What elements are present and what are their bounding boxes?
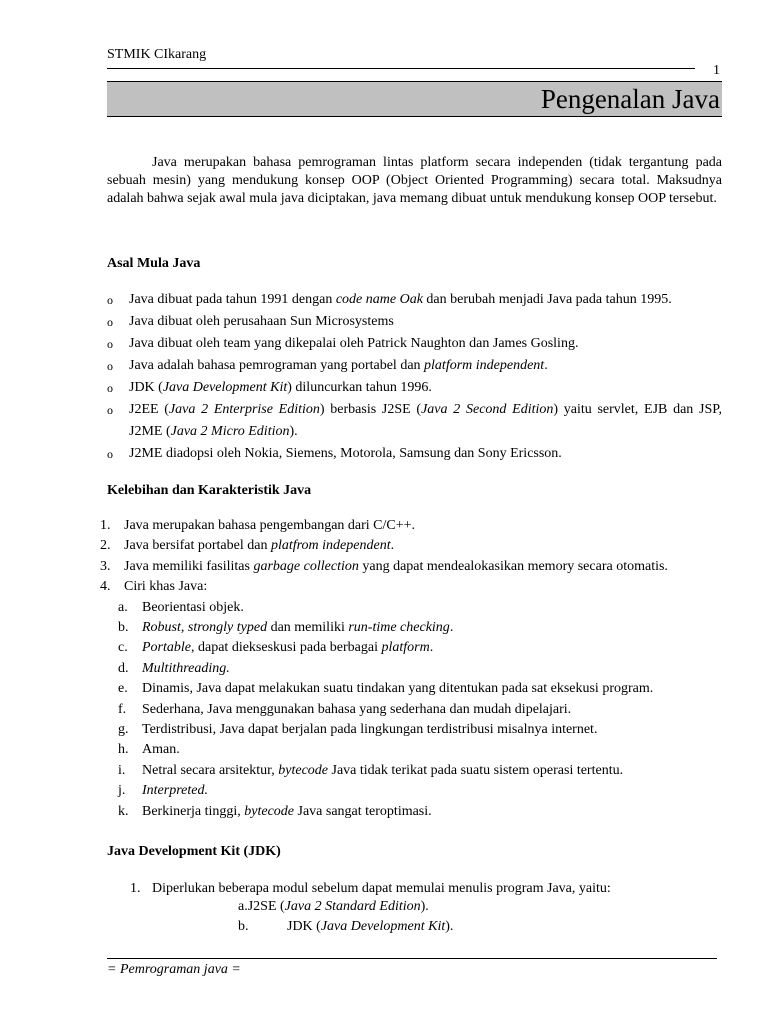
list-item (100, 557, 722, 577)
italic-text: Java Development Kit (162, 380, 288, 395)
italic-text: Multithreading. (142, 660, 230, 676)
jdk-list (130, 879, 611, 899)
list-item-text (142, 700, 571, 720)
list-item (107, 355, 722, 377)
text-run: Dinamis, Java dapat melakukan suatu tindakan yang ditentukan pada sat eksekusi program. (142, 681, 654, 697)
footer-rule (107, 958, 717, 959)
italic-text: code name Oak (335, 292, 423, 307)
italic-text: Java 2 Enterprise Edition (168, 402, 320, 417)
sub-list-item (100, 659, 722, 679)
origin-bullet-list (107, 289, 722, 465)
list-item-text (129, 377, 722, 399)
list-item-text (129, 443, 722, 465)
sub-list-item (100, 598, 722, 618)
italic-text: bytecode (244, 803, 295, 819)
text-run: J2ME diadopsi oleh Nokia, Siemens, Motorola, Samsung dan Sony Ericsson. (129, 446, 562, 461)
list-item-text (124, 536, 394, 556)
list-marker: 3. (100, 558, 111, 574)
text-run: Java dibuat pada tahun 1991 dengan (129, 292, 336, 307)
text-run: ). (289, 424, 298, 439)
page-number: 1 (713, 63, 720, 78)
list-marker: 4. (100, 579, 111, 595)
list-item-text (142, 761, 623, 781)
text-run: Aman. (142, 742, 180, 758)
italic-text: Java 2 Standard Edition (284, 899, 421, 914)
text-run: Ciri khas Java: (124, 579, 208, 595)
features-numbered-list (100, 516, 722, 822)
list-item-text (142, 638, 433, 658)
list-marker: j. (118, 783, 126, 799)
text-run: JDK ( (129, 380, 163, 395)
text-run: . (544, 358, 548, 373)
text-run: dan berubah menjadi Java pada tahun 1995. (422, 292, 672, 307)
text-run: Java sangat teroptimasi. (294, 803, 432, 819)
text-run: . (390, 538, 395, 554)
list-item (100, 516, 722, 536)
list-item-text (142, 618, 453, 638)
list-marker: e. (118, 681, 128, 697)
list-marker: k. (118, 803, 129, 819)
jdk-sub-item-b (287, 919, 453, 935)
sub-list-item (100, 740, 722, 760)
italic-text: Java 2 Micro Edition (170, 424, 290, 439)
list-item-text (142, 802, 432, 822)
italic-text: bytecode (278, 762, 329, 778)
text-run: Java bersifat portabel dan (124, 538, 271, 554)
list-marker: g. (118, 722, 129, 738)
text-run: , dapat diekseskusi pada berbagai (191, 640, 382, 656)
list-item-text (142, 740, 180, 760)
list-item-text (124, 557, 668, 577)
footer-text: = Pemrograman java = (107, 962, 241, 977)
list-item-text (129, 355, 722, 377)
list-item-text (129, 399, 722, 443)
italic-text: Portable (142, 640, 191, 656)
list-item (107, 289, 722, 311)
list-item (107, 333, 722, 355)
text-run: . (449, 620, 454, 636)
text-run: ). (420, 899, 429, 914)
header-school-name: STMIK CIkarang (107, 47, 207, 62)
text-run: Sederhana, Java menggunakan bahasa yang sederhana dan mudah dipelajari. (142, 701, 572, 717)
list-item-text (142, 659, 230, 679)
list-item (107, 443, 722, 465)
list-item-text (124, 516, 415, 536)
list-marker: 2. (100, 538, 111, 554)
sub-list-item (100, 679, 722, 699)
list-marker: b. (118, 620, 129, 636)
text-run: Beorientasi objek. (142, 599, 244, 615)
text-run: J2EE ( (129, 402, 169, 417)
jdk-sub-item-b-marker: b. (238, 919, 249, 934)
text-run: ). (445, 919, 454, 934)
italic-text: run-time checking (348, 620, 450, 636)
jdk-sub-item-a (238, 899, 429, 915)
italic-text: Robust, strongly typed (142, 620, 268, 636)
list-marker: f. (118, 701, 127, 717)
text-run: Netral secara arsitektur, (142, 762, 279, 778)
bullet-marker: o (107, 337, 113, 351)
text-run: Berkinerja tinggi, (142, 803, 245, 819)
text-run: . (429, 640, 434, 656)
header-rule (107, 68, 695, 69)
list-item-text (124, 577, 207, 597)
text-run: ) diluncurkan tahun 1996. (287, 380, 432, 395)
sub-list-item (100, 700, 722, 720)
list-marker: h. (118, 742, 129, 758)
list-item (107, 377, 722, 399)
list-item-text (129, 333, 722, 355)
sub-list-item (100, 761, 722, 781)
list-item (107, 399, 722, 443)
text-run: Java memiliki fasilitas (124, 558, 254, 574)
jdk-list-item (130, 879, 611, 899)
heading-jdk: Java Development Kit (JDK) (107, 844, 281, 859)
list-item-text (142, 598, 244, 618)
italic-text: Java Development Kit (320, 919, 446, 934)
italic-text: Interpreted. (142, 783, 208, 799)
sub-list-item (100, 638, 722, 658)
text-run: ) yaitu servlet, EJB dan JSP, J2ME ( (129, 402, 722, 439)
list-item-text (142, 679, 653, 699)
bullet-marker: o (107, 359, 113, 373)
text-run: a.J2SE ( (238, 899, 285, 914)
text-run: Java adalah bahasa pemrograman yang portabel dan (129, 358, 425, 373)
bullet-marker: o (107, 381, 113, 395)
italic-text: platform (381, 640, 430, 656)
sub-list-item (100, 720, 722, 740)
heading-origin: Asal Mula Java (107, 256, 201, 271)
bullet-marker: o (107, 315, 113, 329)
list-item (107, 311, 722, 333)
list-marker: 1. (100, 518, 111, 533)
list-item-text: Diperlukan beberapa modul sebelum dapat memulai menulis program Java, yaitu: (152, 881, 611, 896)
list-item-text (142, 781, 208, 801)
text-run: Java dibuat oleh perusahaan Sun Microsystems (129, 314, 394, 329)
text-run: Java merupakan bahasa pengembangan dari C/C++. (124, 518, 416, 533)
sub-list-item (100, 802, 722, 822)
italic-text: platform independent (424, 358, 545, 373)
intro-paragraph: Java merupakan bahasa pemrograman lintas platform secara independen (tidak tergantung pada sebuah mesin) yang mendukung konsep OOP (Object Oriented Programming) secara total. Maksudnya adalah bahwa sejak awal mula java diciptakan, java memang dibuat untuk mendukung konsep OOP tersebut. (107, 155, 722, 206)
bullet-marker: o (107, 447, 113, 461)
title-band (107, 81, 722, 117)
text-run: yang dapat mendealokasikan memory secara otomatis. (358, 558, 668, 574)
heading-features: Kelebihan dan Karakteristik Java (107, 483, 312, 498)
list-item (100, 577, 722, 597)
bullet-marker: o (107, 403, 113, 417)
text-run: JDK ( (287, 919, 321, 934)
text-run: dan memiliki (267, 620, 349, 636)
text-run: ) berbasis J2SE ( (319, 402, 422, 417)
list-marker: a. (118, 599, 128, 615)
italic-text: platfrom independent (270, 538, 391, 554)
text-run: Java tidak terikat pada suatu sistem operasi tertentu. (328, 762, 624, 778)
list-item-text (129, 289, 722, 311)
italic-text: Java 2 Second Edition (421, 402, 554, 417)
sub-list-item (100, 618, 722, 638)
list-marker: i. (118, 762, 126, 778)
list-marker: d. (118, 660, 129, 676)
page-title: Pengenalan Java (540, 84, 720, 114)
list-item-text (142, 720, 597, 740)
list-item-text (129, 311, 722, 333)
list-marker: 1. (130, 881, 141, 896)
text-run: Java dibuat oleh team yang dikepalai oleh Patrick Naughton dan James Gosling. (129, 336, 579, 351)
text-run: Terdistribusi, Java dapat berjalan pada lingkungan terdistribusi misalnya internet. (142, 722, 598, 738)
sub-list-item (100, 781, 722, 801)
bullet-marker: o (107, 293, 113, 307)
list-marker: c. (118, 640, 128, 656)
list-item (100, 536, 722, 556)
italic-text: garbage collection (253, 558, 359, 574)
